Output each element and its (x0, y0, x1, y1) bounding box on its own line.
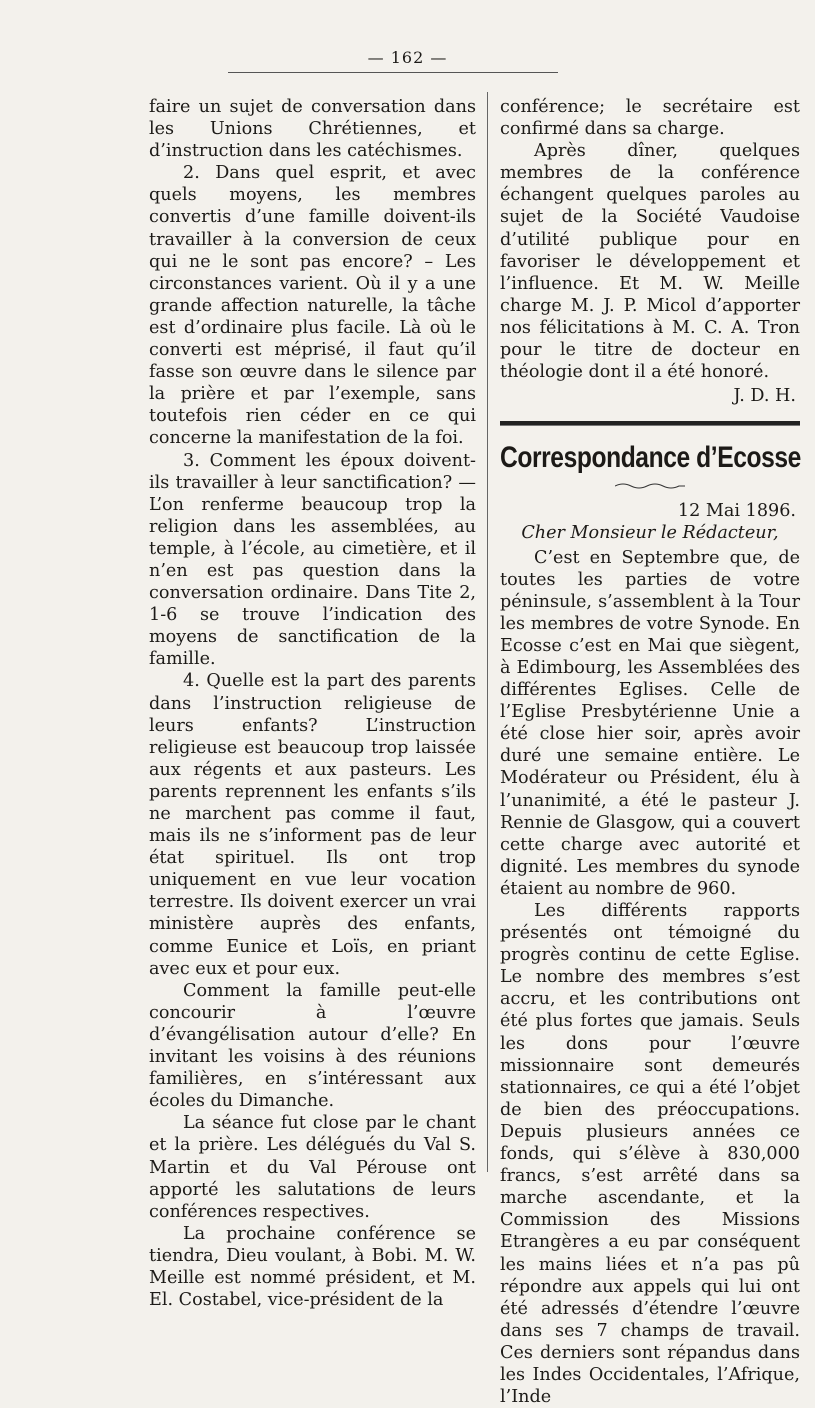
paragraph: Après dîner, quelques membres de la conférence échangent quelques paroles au sujet de la Société Vaudoise d’utilité publique pour en favoriser le développement et l’influence. Et M. W. Meille charge M. J. P. Micol d’apporter nos félicitations à M. C. A. Tron pour le titre de docteur en théologie dont il a été honoré. (500, 141, 800, 383)
paragraph: 2. Dans quel esprit, et avec quels moyens, les membres convertis d’une famille doivent-ils travailler à la conversion de ceux qui ne le sont pas encore? – Les circonstances varient. Où il y a une grande affection naturelle, la tâche est d’ordinaire plus facile. Là où le converti est méprisé, il faut qu’il fasse son œuvre dans le silence par la prière et par l’exemple, sans toutefois rien céder en ce qui concerne la manifestation de la foi. (149, 163, 476, 449)
paragraph: 3. Comment les époux doivent-ils travailler à leur sanctification? — L’on renferme beaucoup trop la religion dans les assemblées, au temple, à l’école, au cimetière, et il n’en est pas question dans la conversation ordinaire. Dans Tite 2, 1-6 se trouve l’indication des moyens de sanctification de la famille. (149, 450, 476, 670)
right-column (500, 96, 800, 1408)
paragraph: La séance fut close par le chant et la prière. Les délégués du Val S. Martin et du Val Pérouse ont apporté les salutations de leurs conférences respectives. (149, 1113, 476, 1222)
paragraph: 4. Quelle est la part des parents dans l’instruction religieuse de leurs enfants? L’instruction religieuse est beaucoup trop laissée aux régents et aux pasteurs. Les parents reprennent les enfants s’ils ne marchent pas comme il faut, mais ils ne s’informent pas de leur état spirituel. Ils ont trop uniquement en vue leur vocation terrestre. Ils doivent exercer un vrai ministère auprès des enfants, comme Eunice et Loïs, en priant avec eux et pour eux. (149, 671, 476, 979)
paragraph: faire un sujet de conversation dans les Unions Chrétiennes, et d’instruction dans les catéchismes. (149, 97, 476, 162)
left-column (149, 96, 476, 1311)
column-divider (487, 92, 488, 1172)
paragraph: Comment la famille peut-elle concourir à l’œuvre d’évangélisation autour d’elle? En invitant les voisins à des réunions familières, en s’intéressant aux écoles du Dimanche. (149, 980, 476, 1112)
ornament-divider (615, 482, 685, 490)
paragraph: C’est en Septembre que, de toutes les parties de votre péninsule, s’assemblent à la Tour les membres de votre Synode. En Ecosse c’est en Mai que siègent, à Edimbourg, les Assemblées des différentes Eglises. Celle de l’Eglise Presbytérienne Unie a été close hier soir, après avoir duré une semaine entière. Le Modérateur ou Président, élu à l’unanimité, a été le pasteur J. Rennie de Glasgow, qui a couvert cette charge avec autorité et dignité. Les membres du synode étaient au nombre de 960. (500, 547, 800, 899)
section-heading: Correspondance d’Ecosse (500, 441, 801, 475)
salutation: Cher Monsieur le Rédacteur, (521, 523, 779, 544)
signature: J. D. H. (733, 386, 796, 407)
paragraph: conférence; le secrétaire est confirmé dans sa charge. (500, 97, 800, 140)
paragraph: La prochaine conférence se tiendra, Dieu voulant, à Bobi. M. W. Meille est nommé président, et M. El. Costabel, vice-président de la (149, 1223, 476, 1311)
page-number: — 162 — (367, 48, 448, 67)
section-rule (500, 421, 800, 426)
header-rule (228, 72, 558, 73)
paragraph: Les différents rapports présentés ont témoigné du progrès continu de cette Eglise. Le nombre des membres s’est accru, et les contributions ont été plus fortes que jamais. Seuls les dons pour l’œuvre missionnaire sont demeurés stationnaires, ce qui a été l’objet de bien des préoccupations. Depuis plusieurs années ce fonds, qui s’élève à 830,000 francs, s’est arrêté dans sa marche ascendante, et la Commission des Missions Etrangères a eu par conséquent les mains liées et n’a pas pû répondre aux appels qui lui ont été adressés d’étendre l’œuvre dans ses 7 champs de travail. Ces derniers sont répandus dans les Indes Occidentales, l’Afrique, l’Inde (500, 901, 800, 1408)
dateline: 12 Mai 1896. (677, 501, 796, 522)
